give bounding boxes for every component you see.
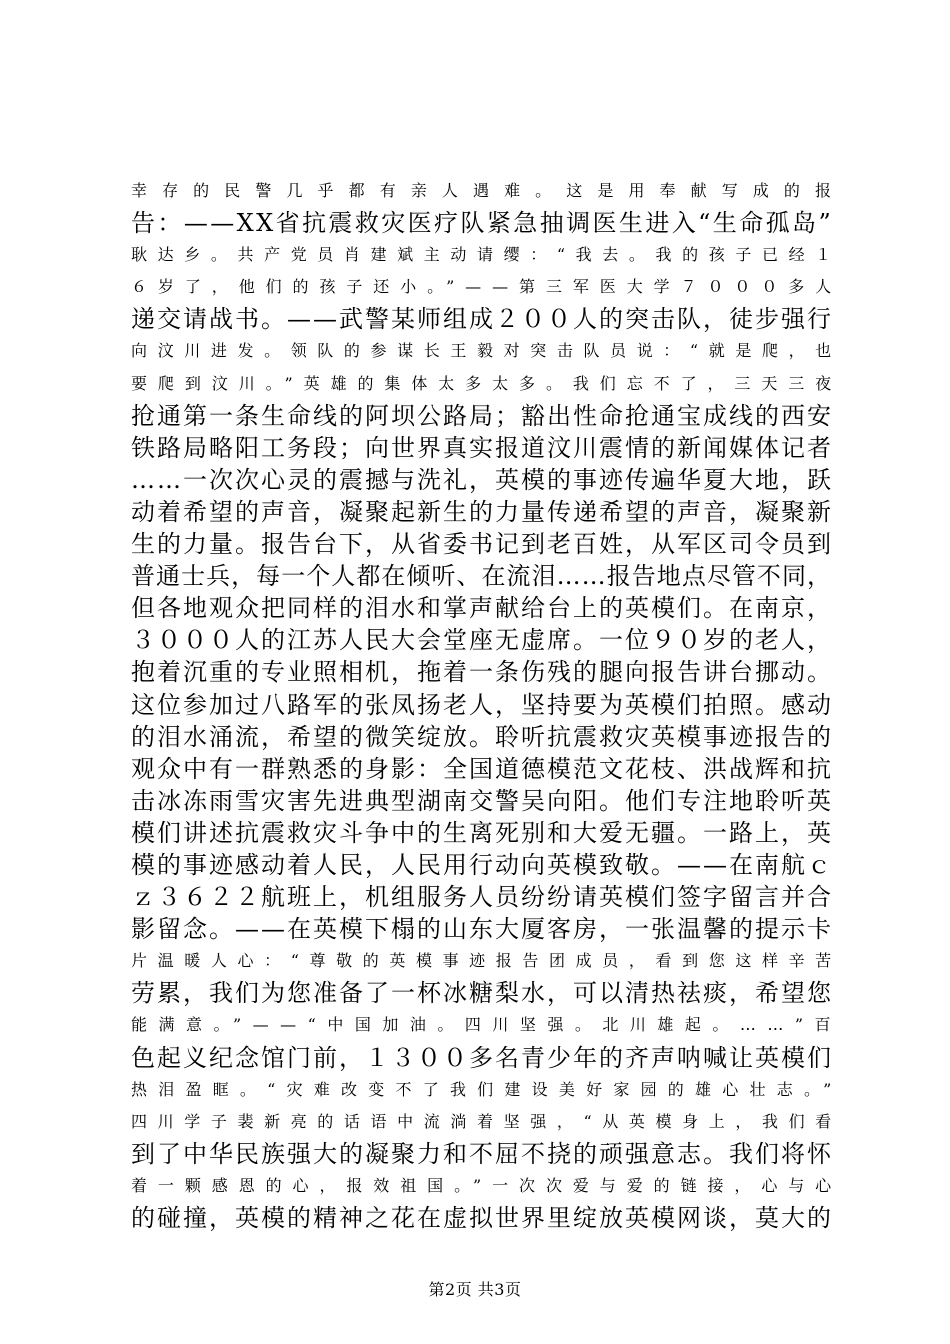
text-line: 的泪水涌流，希望的微笑绽放。聆听抗震救灾英模事迹报告的: [131, 722, 833, 751]
text-line: ｚ３６２２航班上，机组服务人员纷纷请英模们签字留言并合: [131, 883, 833, 912]
text-line: 动着希望的声音，凝聚起新生的力量传递希望的声音，凝聚新: [131, 497, 833, 526]
text-line: 色起义纪念馆门前，１３００多名青少年的齐声呐喊让英模们: [131, 1043, 833, 1072]
text-line: 模们讲述抗震救灾斗争中的生离死别和大爱无疆。一路上，英: [131, 818, 833, 847]
text-line: 抢通第一条生命线的阿坝公路局；豁出性命抢通宝成线的西安: [131, 401, 833, 430]
text-line: 模的事迹感动着人民，人民用行动向英模致敬。——在南航ｃ: [131, 850, 833, 879]
text-line: 能满意。”——“中国加油。四川坚强。北川雄起。……”百: [131, 1015, 843, 1035]
text-line: ……一次次心灵的震撼与洗礼，英模的事迹传遍华夏大地，跃: [131, 465, 833, 494]
text-line: 片温暖人心：“尊敬的英模事迹报告团成员，看到您这样辛苦: [131, 951, 842, 971]
text-line: ６岁了，他们的孩子还小。”——第三军医大学７０００多人: [131, 277, 843, 297]
text-line: 着一颗感恩的心，报效祖国。”一次次爱与爱的链接，心与心: [131, 1175, 843, 1195]
text-line: 影留念。——在英模下榻的山东大厦客房，一张温馨的提示卡: [131, 915, 833, 944]
text-line: 要爬到汶川。”英雄的集体太多太多。我们忘不了，三天三夜: [131, 373, 843, 393]
text-line: 击冰冻雨雪灾害先进典型湖南交警吴向阳。他们专注地聆听英: [131, 786, 833, 815]
text-line: 告：——XX省抗震救灾医疗队紧急抽调医生进入“生命孤岛”: [131, 209, 834, 238]
text-line: 普通士兵，每一个人都在倾听、在流泪……报告地点尽管不同，: [131, 562, 833, 591]
text-line: 向汶川进发。领队的参谋长王毅对突击队员说：“就是爬，也: [131, 341, 842, 361]
body-text: [131, 175, 847, 1234]
text-line: 幸存的民警几乎都有亲人遇难。这是用奉献写成的报: [131, 181, 847, 200]
text-line: 到了中华民族强大的凝聚力和不屈不挠的顽强意志。我们将怀: [131, 1139, 833, 1168]
text-line: 耿达乡。共产党员肖建斌主动请缨：“我去。我的孩子已经１: [131, 245, 842, 265]
text-line: 生的力量。报告台下，从省委书记到老百姓，从军区司令员到: [131, 530, 833, 559]
text-line: 但各地观众把同样的泪水和掌声献给台上的英模们。在南京，: [131, 594, 833, 623]
text-line: 热泪盈眶。“灾难改变不了我们建设美好家园的雄心壮志。”: [131, 1079, 843, 1099]
text-line: 观众中有一群熟悉的身影：全国道德模范文花枝、洪战辉和抗: [131, 754, 833, 783]
text-line: 劳累，我们为您准备了一杯冰糖梨水，可以清热祛痰，希望您: [131, 979, 833, 1008]
text-line: 递交请战书。——武警某师组成２００人的突击队，徒步强行: [131, 305, 833, 334]
text-line: 铁路局略阳工务段；向世界真实报道汶川震情的新闻媒体记者: [131, 433, 833, 462]
text-line: 抱着沉重的专业照相机，拖着一条伤残的腿向报告讲台挪动。: [131, 658, 833, 687]
text-line: 这位参加过八路军的张凤扬老人，坚持要为英模们拍照。感动: [131, 690, 833, 719]
text-line: 四川学子裴新亮的话语中流淌着坚强，“从英模身上，我们看: [131, 1111, 842, 1131]
text-line: ３０００人的江苏人民大会堂座无虚席。一位９０岁的老人，: [131, 626, 833, 655]
text-line: 的碰撞，英模的精神之花在虚拟世界里绽放英模网谈，莫大的: [131, 1204, 833, 1232]
page-footer: 第2页 共3页: [428, 1280, 522, 1299]
